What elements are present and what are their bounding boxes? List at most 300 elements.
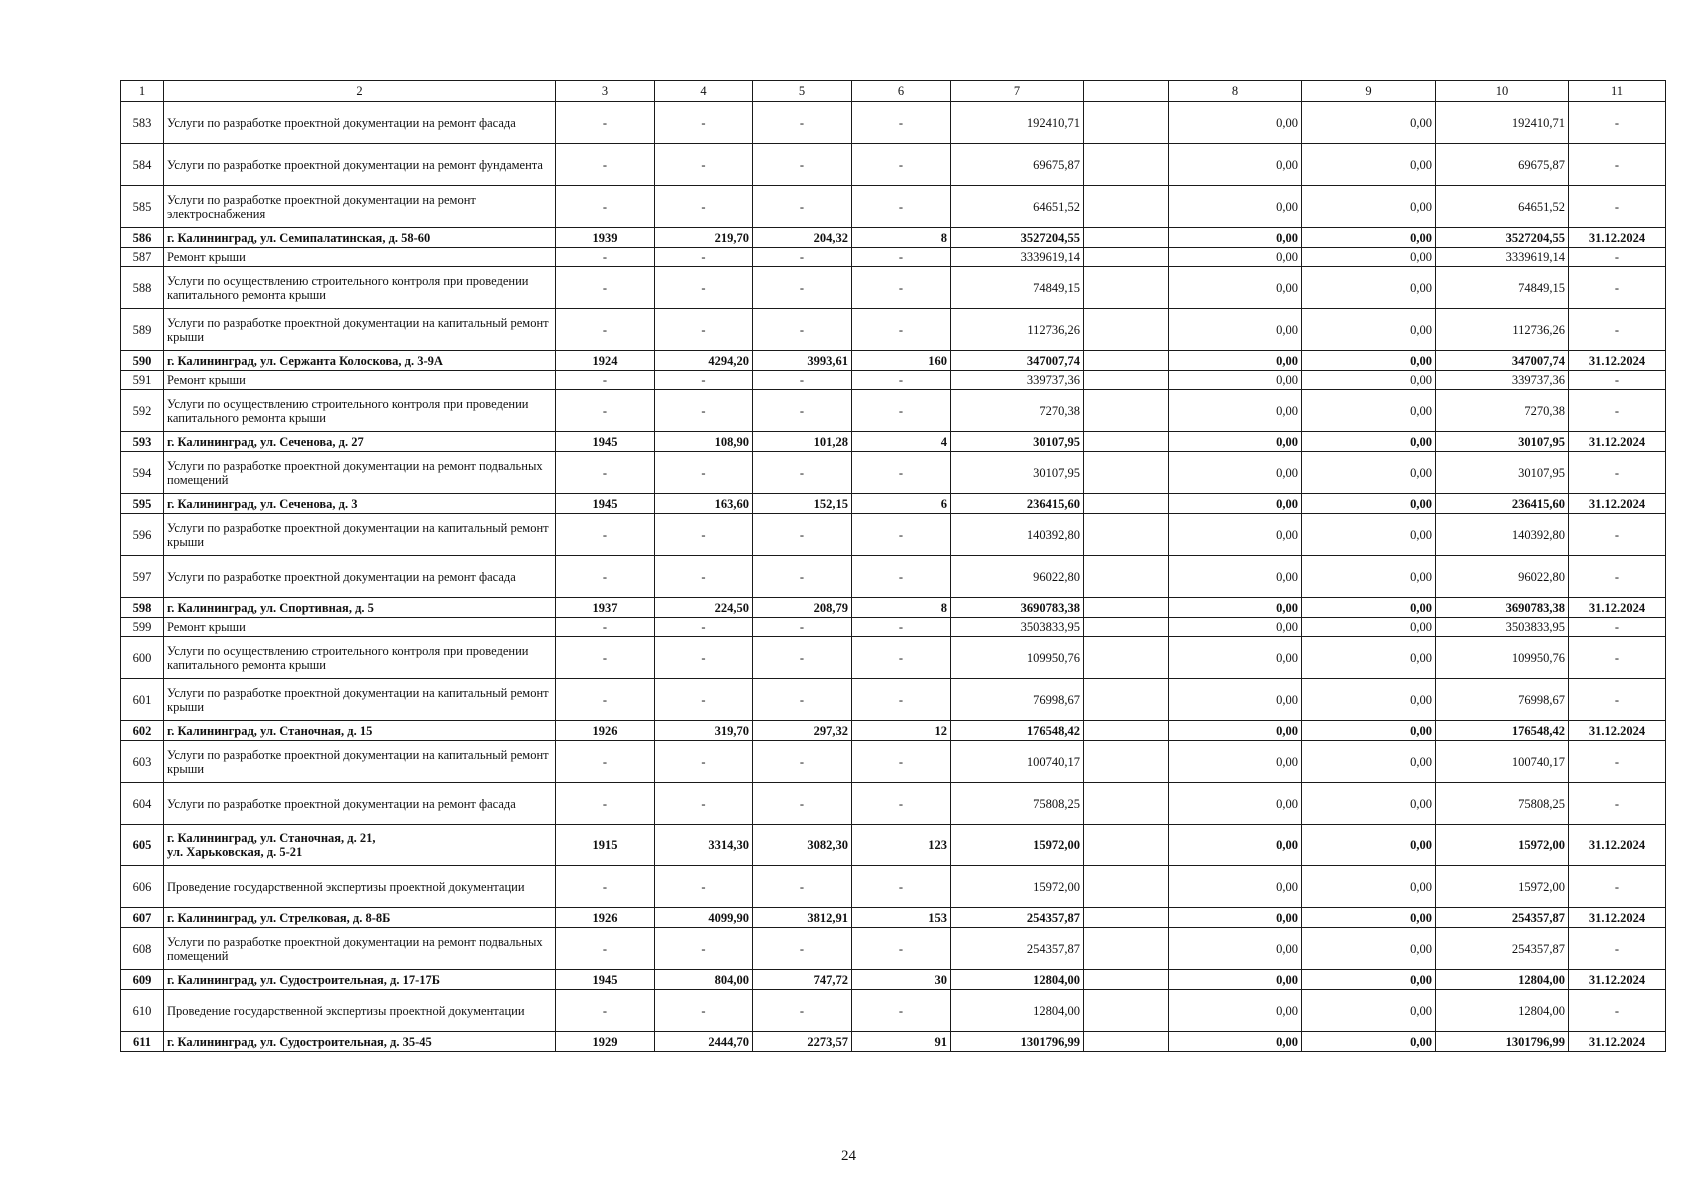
cost-total-cell: 7270,38 xyxy=(951,390,1084,432)
year-cell: - xyxy=(556,248,655,267)
living-area-cell: - xyxy=(753,267,852,309)
living-area-cell: - xyxy=(753,248,852,267)
year-cell: - xyxy=(556,186,655,228)
residents-cell: 12 xyxy=(852,721,951,741)
cost-total-cell: 15972,00 xyxy=(951,825,1084,866)
blank-cell xyxy=(1084,783,1169,825)
residents-cell: - xyxy=(852,783,951,825)
residents-cell: - xyxy=(852,618,951,637)
residents-cell: 6 xyxy=(852,494,951,514)
row-number-cell: 599 xyxy=(121,618,164,637)
work-item-row xyxy=(121,866,1666,908)
cost-col10-cell: 3503833,95 xyxy=(1436,618,1569,637)
residents-cell: - xyxy=(852,186,951,228)
column-number-header-row xyxy=(121,81,1666,102)
cost-total-cell: 112736,26 xyxy=(951,309,1084,351)
row-number-cell: 607 xyxy=(121,908,164,928)
row-number-cell: 590 xyxy=(121,351,164,371)
deadline-cell: - xyxy=(1569,144,1666,186)
living-area-cell: - xyxy=(753,144,852,186)
deadline-cell: - xyxy=(1569,637,1666,679)
cost-col8-cell: 0,00 xyxy=(1169,309,1302,351)
cost-total-cell: 140392,80 xyxy=(951,514,1084,556)
deadline-cell: - xyxy=(1569,990,1666,1032)
blank-cell xyxy=(1084,351,1169,371)
name-cell: Услуги по разработке проектной документации на ремонт электроснабжения xyxy=(164,186,556,228)
cost-col8-cell: 0,00 xyxy=(1169,721,1302,741)
row-number-cell: 592 xyxy=(121,390,164,432)
residents-cell: - xyxy=(852,990,951,1032)
header-cell: 10 xyxy=(1436,81,1569,102)
year-cell: - xyxy=(556,102,655,144)
blank-cell xyxy=(1084,514,1169,556)
cost-col10-cell: 96022,80 xyxy=(1436,556,1569,598)
work-item-row xyxy=(121,102,1666,144)
work-item-row xyxy=(121,637,1666,679)
row-number-cell: 598 xyxy=(121,598,164,618)
name-cell: Услуги по разработке проектной документации на ремонт фасада xyxy=(164,102,556,144)
row-number-cell: 609 xyxy=(121,970,164,990)
header-cell: 7 xyxy=(951,81,1084,102)
deadline-cell: 31.12.2024 xyxy=(1569,825,1666,866)
living-area-cell: 204,32 xyxy=(753,228,852,248)
deadline-cell: - xyxy=(1569,309,1666,351)
year-cell: - xyxy=(556,309,655,351)
work-item-row xyxy=(121,514,1666,556)
blank-cell xyxy=(1084,679,1169,721)
cost-total-cell: 69675,87 xyxy=(951,144,1084,186)
row-number-cell: 589 xyxy=(121,309,164,351)
living-area-cell: - xyxy=(753,679,852,721)
row-number-cell: 601 xyxy=(121,679,164,721)
cost-total-cell: 176548,42 xyxy=(951,721,1084,741)
total-area-cell: 804,00 xyxy=(655,970,753,990)
row-number-cell: 588 xyxy=(121,267,164,309)
deadline-cell: - xyxy=(1569,248,1666,267)
blank-cell xyxy=(1084,494,1169,514)
cost-col10-cell: 254357,87 xyxy=(1436,928,1569,970)
cost-col9-cell: 0,00 xyxy=(1302,228,1436,248)
cost-col10-cell: 15972,00 xyxy=(1436,825,1569,866)
deadline-cell: - xyxy=(1569,556,1666,598)
living-area-cell: 152,15 xyxy=(753,494,852,514)
cost-col8-cell: 0,00 xyxy=(1169,866,1302,908)
work-item-row xyxy=(121,452,1666,494)
blank-cell xyxy=(1084,390,1169,432)
year-cell: 1937 xyxy=(556,598,655,618)
living-area-cell: - xyxy=(753,390,852,432)
total-area-cell: - xyxy=(655,679,753,721)
year-cell: - xyxy=(556,514,655,556)
cost-col9-cell: 0,00 xyxy=(1302,618,1436,637)
year-cell: 1945 xyxy=(556,494,655,514)
total-area-cell: - xyxy=(655,866,753,908)
blank-cell xyxy=(1084,556,1169,598)
cost-col10-cell: 69675,87 xyxy=(1436,144,1569,186)
cost-col8-cell: 0,00 xyxy=(1169,514,1302,556)
year-cell: - xyxy=(556,556,655,598)
row-number-cell: 604 xyxy=(121,783,164,825)
year-cell: - xyxy=(556,371,655,390)
residents-cell: - xyxy=(852,514,951,556)
residents-cell: - xyxy=(852,741,951,783)
cost-col10-cell: 192410,71 xyxy=(1436,102,1569,144)
residents-cell: - xyxy=(852,371,951,390)
cost-col8-cell: 0,00 xyxy=(1169,1032,1302,1052)
register-table-body xyxy=(121,81,1666,1052)
address-row xyxy=(121,1032,1666,1052)
residents-cell: - xyxy=(852,556,951,598)
header-cell: 11 xyxy=(1569,81,1666,102)
total-area-cell: - xyxy=(655,186,753,228)
cost-col10-cell: 74849,15 xyxy=(1436,267,1569,309)
cost-col10-cell: 176548,42 xyxy=(1436,721,1569,741)
residents-cell: - xyxy=(852,679,951,721)
cost-col8-cell: 0,00 xyxy=(1169,598,1302,618)
cost-total-cell: 254357,87 xyxy=(951,928,1084,970)
blank-cell xyxy=(1084,144,1169,186)
living-area-cell: 101,28 xyxy=(753,432,852,452)
residents-cell: - xyxy=(852,637,951,679)
cost-col9-cell: 0,00 xyxy=(1302,556,1436,598)
cost-col8-cell: 0,00 xyxy=(1169,432,1302,452)
cost-col10-cell: 254357,87 xyxy=(1436,908,1569,928)
cost-total-cell: 109950,76 xyxy=(951,637,1084,679)
deadline-cell: 31.12.2024 xyxy=(1569,351,1666,371)
total-area-cell: 108,90 xyxy=(655,432,753,452)
name-cell: Услуги по осуществлению строительного контроля при проведении капитального ремонта крыши xyxy=(164,390,556,432)
cost-col9-cell: 0,00 xyxy=(1302,248,1436,267)
name-cell: г. Калининград, ул. Стрелковая, д. 8-8Б xyxy=(164,908,556,928)
year-cell: 1945 xyxy=(556,432,655,452)
cost-col8-cell: 0,00 xyxy=(1169,248,1302,267)
name-cell: г. Калининград, ул. Станочная, д. 21, ул. Харьковская, д. 5-21 xyxy=(164,825,556,866)
living-area-cell: 297,32 xyxy=(753,721,852,741)
row-number-cell: 605 xyxy=(121,825,164,866)
cost-col9-cell: 0,00 xyxy=(1302,721,1436,741)
name-cell: Услуги по разработке проектной документации на ремонт фасада xyxy=(164,556,556,598)
name-cell: г. Калининград, ул. Сеченова, д. 27 xyxy=(164,432,556,452)
cost-total-cell: 76998,67 xyxy=(951,679,1084,721)
deadline-cell: 31.12.2024 xyxy=(1569,970,1666,990)
total-area-cell: 219,70 xyxy=(655,228,753,248)
cost-col8-cell: 0,00 xyxy=(1169,452,1302,494)
cost-col8-cell: 0,00 xyxy=(1169,351,1302,371)
name-cell: Услуги по разработке проектной документации на капитальный ремонт крыши xyxy=(164,679,556,721)
cost-total-cell: 12804,00 xyxy=(951,970,1084,990)
total-area-cell: - xyxy=(655,783,753,825)
cost-col8-cell: 0,00 xyxy=(1169,970,1302,990)
deadline-cell: 31.12.2024 xyxy=(1569,908,1666,928)
blank-cell xyxy=(1084,908,1169,928)
work-item-row xyxy=(121,309,1666,351)
cost-col9-cell: 0,00 xyxy=(1302,351,1436,371)
cost-total-cell: 96022,80 xyxy=(951,556,1084,598)
cost-col9-cell: 0,00 xyxy=(1302,432,1436,452)
cost-col10-cell: 100740,17 xyxy=(1436,741,1569,783)
residents-cell: - xyxy=(852,248,951,267)
cost-col8-cell: 0,00 xyxy=(1169,908,1302,928)
cost-col9-cell: 0,00 xyxy=(1302,144,1436,186)
year-cell: 1929 xyxy=(556,1032,655,1052)
living-area-cell: 747,72 xyxy=(753,970,852,990)
living-area-cell: 3812,91 xyxy=(753,908,852,928)
cost-col10-cell: 3690783,38 xyxy=(1436,598,1569,618)
cost-col10-cell: 15972,00 xyxy=(1436,866,1569,908)
blank-cell xyxy=(1084,228,1169,248)
total-area-cell: - xyxy=(655,371,753,390)
deadline-cell: 31.12.2024 xyxy=(1569,494,1666,514)
cost-col10-cell: 12804,00 xyxy=(1436,970,1569,990)
cost-total-cell: 64651,52 xyxy=(951,186,1084,228)
total-area-cell: - xyxy=(655,618,753,637)
address-row xyxy=(121,432,1666,452)
blank-cell xyxy=(1084,637,1169,679)
cost-col8-cell: 0,00 xyxy=(1169,679,1302,721)
living-area-cell: - xyxy=(753,618,852,637)
total-area-cell: 4294,20 xyxy=(655,351,753,371)
work-item-row xyxy=(121,990,1666,1032)
work-item-row xyxy=(121,186,1666,228)
cost-col8-cell: 0,00 xyxy=(1169,783,1302,825)
living-area-cell: - xyxy=(753,741,852,783)
cost-col8-cell: 0,00 xyxy=(1169,390,1302,432)
row-number-cell: 594 xyxy=(121,452,164,494)
deadline-cell: - xyxy=(1569,514,1666,556)
living-area-cell: 3993,61 xyxy=(753,351,852,371)
residents-cell: 8 xyxy=(852,228,951,248)
cost-total-cell: 12804,00 xyxy=(951,990,1084,1032)
cost-col9-cell: 0,00 xyxy=(1302,494,1436,514)
residents-cell: - xyxy=(852,928,951,970)
cost-col9-cell: 0,00 xyxy=(1302,267,1436,309)
header-cell: 3 xyxy=(556,81,655,102)
total-area-cell: - xyxy=(655,309,753,351)
header-cell: 8 xyxy=(1169,81,1302,102)
cost-total-cell: 3527204,55 xyxy=(951,228,1084,248)
total-area-cell: 319,70 xyxy=(655,721,753,741)
year-cell: - xyxy=(556,390,655,432)
year-cell: 1915 xyxy=(556,825,655,866)
year-cell: - xyxy=(556,928,655,970)
total-area-cell: - xyxy=(655,267,753,309)
row-number-cell: 585 xyxy=(121,186,164,228)
cost-col8-cell: 0,00 xyxy=(1169,637,1302,679)
work-item-row xyxy=(121,741,1666,783)
cost-col8-cell: 0,00 xyxy=(1169,556,1302,598)
residents-cell: - xyxy=(852,267,951,309)
cost-col10-cell: 109950,76 xyxy=(1436,637,1569,679)
row-number-cell: 596 xyxy=(121,514,164,556)
header-cell: 6 xyxy=(852,81,951,102)
name-cell: г. Калининград, ул. Сержанта Колоскова, д. 3-9А xyxy=(164,351,556,371)
cost-col9-cell: 0,00 xyxy=(1302,783,1436,825)
address-row xyxy=(121,721,1666,741)
row-number-cell: 603 xyxy=(121,741,164,783)
address-row xyxy=(121,970,1666,990)
name-cell: Услуги по разработке проектной документации на ремонт подвальных помещений xyxy=(164,928,556,970)
blank-cell xyxy=(1084,990,1169,1032)
total-area-cell: - xyxy=(655,390,753,432)
cost-col10-cell: 76998,67 xyxy=(1436,679,1569,721)
living-area-cell: - xyxy=(753,309,852,351)
cost-col10-cell: 140392,80 xyxy=(1436,514,1569,556)
name-cell: г. Калининград, ул. Судостроительная, д. 35-45 xyxy=(164,1032,556,1052)
residents-cell: - xyxy=(852,309,951,351)
total-area-cell: 3314,30 xyxy=(655,825,753,866)
cost-col9-cell: 0,00 xyxy=(1302,514,1436,556)
work-item-row xyxy=(121,144,1666,186)
row-number-cell: 602 xyxy=(121,721,164,741)
blank-cell xyxy=(1084,371,1169,390)
year-cell: - xyxy=(556,452,655,494)
cost-col10-cell: 12804,00 xyxy=(1436,990,1569,1032)
cost-col8-cell: 0,00 xyxy=(1169,928,1302,970)
blank-cell xyxy=(1084,248,1169,267)
work-item-row xyxy=(121,371,1666,390)
row-number-cell: 593 xyxy=(121,432,164,452)
cost-col10-cell: 236415,60 xyxy=(1436,494,1569,514)
cost-col8-cell: 0,00 xyxy=(1169,825,1302,866)
name-cell: г. Калининград, ул. Сеченова, д. 3 xyxy=(164,494,556,514)
residents-cell: 30 xyxy=(852,970,951,990)
work-item-row xyxy=(121,679,1666,721)
cost-col10-cell: 347007,74 xyxy=(1436,351,1569,371)
address-row xyxy=(121,908,1666,928)
deadline-cell: - xyxy=(1569,186,1666,228)
living-area-cell: - xyxy=(753,637,852,679)
blank-cell xyxy=(1084,970,1169,990)
name-cell: Ремонт крыши xyxy=(164,371,556,390)
living-area-cell: - xyxy=(753,928,852,970)
year-cell: - xyxy=(556,267,655,309)
cost-col9-cell: 0,00 xyxy=(1302,1032,1436,1052)
residents-cell: - xyxy=(852,866,951,908)
name-cell: Услуги по разработке проектной документации на ремонт фасада xyxy=(164,783,556,825)
residents-cell: 8 xyxy=(852,598,951,618)
residents-cell: 160 xyxy=(852,351,951,371)
cost-total-cell: 236415,60 xyxy=(951,494,1084,514)
cost-col10-cell: 30107,95 xyxy=(1436,432,1569,452)
cost-total-cell: 192410,71 xyxy=(951,102,1084,144)
total-area-cell: - xyxy=(655,637,753,679)
row-number-cell: 595 xyxy=(121,494,164,514)
deadline-cell: - xyxy=(1569,928,1666,970)
year-cell: 1939 xyxy=(556,228,655,248)
year-cell: 1945 xyxy=(556,970,655,990)
deadline-cell: 31.12.2024 xyxy=(1569,721,1666,741)
row-number-cell: 583 xyxy=(121,102,164,144)
blank-cell xyxy=(1084,1032,1169,1052)
cost-total-cell: 3690783,38 xyxy=(951,598,1084,618)
cost-col8-cell: 0,00 xyxy=(1169,990,1302,1032)
row-number-cell: 597 xyxy=(121,556,164,598)
row-number-cell: 610 xyxy=(121,990,164,1032)
name-cell: г. Калининград, ул. Станочная, д. 15 xyxy=(164,721,556,741)
header-cell: 5 xyxy=(753,81,852,102)
name-cell: Ремонт крыши xyxy=(164,248,556,267)
living-area-cell: - xyxy=(753,783,852,825)
residents-cell: 123 xyxy=(852,825,951,866)
year-cell: 1926 xyxy=(556,908,655,928)
total-area-cell: - xyxy=(655,928,753,970)
year-cell: - xyxy=(556,990,655,1032)
cost-total-cell: 3503833,95 xyxy=(951,618,1084,637)
work-item-row xyxy=(121,248,1666,267)
header-cell xyxy=(1084,81,1169,102)
deadline-cell: - xyxy=(1569,783,1666,825)
blank-cell xyxy=(1084,618,1169,637)
row-number-cell: 600 xyxy=(121,637,164,679)
year-cell: - xyxy=(556,783,655,825)
year-cell: - xyxy=(556,679,655,721)
register-table xyxy=(120,80,1666,1052)
year-cell: - xyxy=(556,866,655,908)
cost-col9-cell: 0,00 xyxy=(1302,928,1436,970)
deadline-cell: 31.12.2024 xyxy=(1569,1032,1666,1052)
cost-col9-cell: 0,00 xyxy=(1302,908,1436,928)
cost-total-cell: 30107,95 xyxy=(951,452,1084,494)
work-item-row xyxy=(121,556,1666,598)
cost-total-cell: 1301796,99 xyxy=(951,1032,1084,1052)
cost-col10-cell: 75808,25 xyxy=(1436,783,1569,825)
residents-cell: - xyxy=(852,390,951,432)
name-cell: Услуги по разработке проектной документации на капитальный ремонт крыши xyxy=(164,741,556,783)
name-cell: Услуги по осуществлению строительного контроля при проведении капитального ремонта крыши xyxy=(164,267,556,309)
address-row xyxy=(121,351,1666,371)
cost-col8-cell: 0,00 xyxy=(1169,494,1302,514)
row-number-cell: 606 xyxy=(121,866,164,908)
living-area-cell: - xyxy=(753,556,852,598)
cost-col9-cell: 0,00 xyxy=(1302,825,1436,866)
cost-col10-cell: 112736,26 xyxy=(1436,309,1569,351)
deadline-cell: - xyxy=(1569,371,1666,390)
name-cell: Услуги по разработке проектной документации на ремонт подвальных помещений xyxy=(164,452,556,494)
cost-col10-cell: 30107,95 xyxy=(1436,452,1569,494)
living-area-cell: - xyxy=(753,452,852,494)
living-area-cell: - xyxy=(753,371,852,390)
total-area-cell: - xyxy=(655,556,753,598)
year-cell: - xyxy=(556,637,655,679)
total-area-cell: - xyxy=(655,248,753,267)
address-row xyxy=(121,494,1666,514)
cost-col9-cell: 0,00 xyxy=(1302,679,1436,721)
header-cell: 2 xyxy=(164,81,556,102)
deadline-cell: 31.12.2024 xyxy=(1569,432,1666,452)
address-row xyxy=(121,825,1666,866)
row-number-cell: 584 xyxy=(121,144,164,186)
blank-cell xyxy=(1084,741,1169,783)
header-cell: 4 xyxy=(655,81,753,102)
total-area-cell: - xyxy=(655,741,753,783)
cost-total-cell: 100740,17 xyxy=(951,741,1084,783)
total-area-cell: - xyxy=(655,102,753,144)
address-row xyxy=(121,228,1666,248)
cost-col9-cell: 0,00 xyxy=(1302,866,1436,908)
deadline-cell: 31.12.2024 xyxy=(1569,228,1666,248)
cost-col8-cell: 0,00 xyxy=(1169,741,1302,783)
header-cell: 9 xyxy=(1302,81,1436,102)
residents-cell: - xyxy=(852,144,951,186)
cost-col9-cell: 0,00 xyxy=(1302,598,1436,618)
blank-cell xyxy=(1084,309,1169,351)
work-item-row xyxy=(121,783,1666,825)
total-area-cell: 2444,70 xyxy=(655,1032,753,1052)
residents-cell: 153 xyxy=(852,908,951,928)
living-area-cell: - xyxy=(753,990,852,1032)
blank-cell xyxy=(1084,928,1169,970)
row-number-cell: 591 xyxy=(121,371,164,390)
